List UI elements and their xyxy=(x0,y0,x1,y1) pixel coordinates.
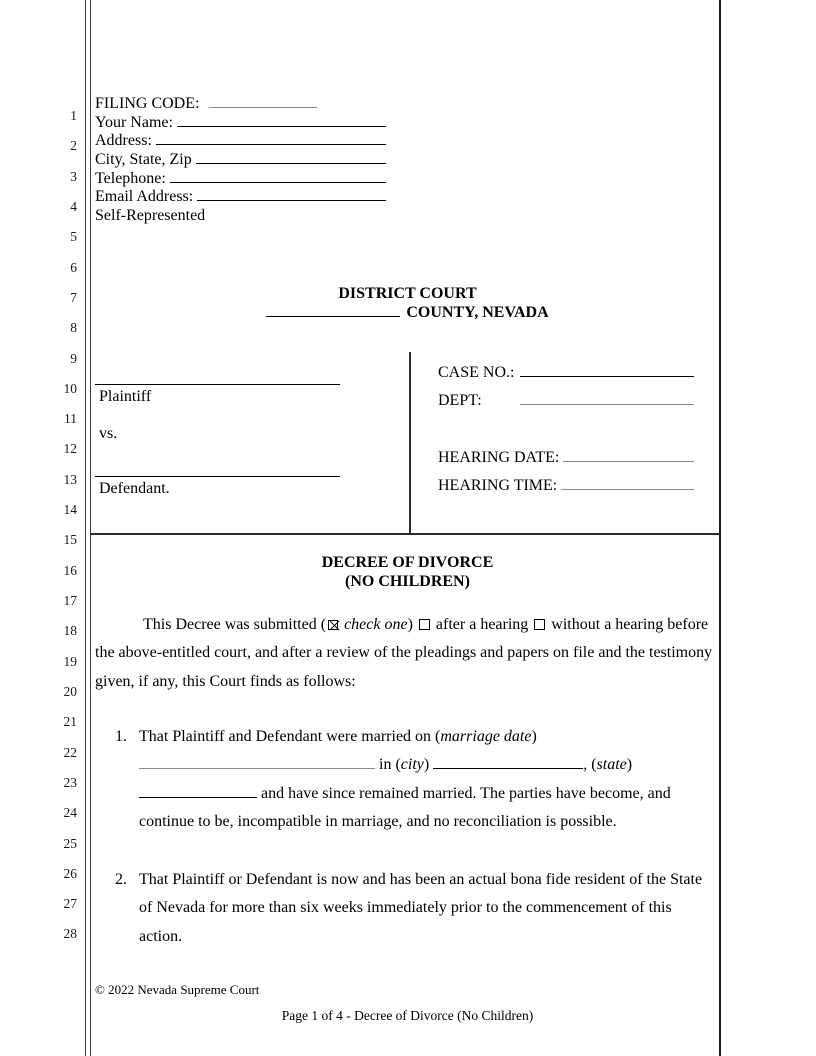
county-blank[interactable] xyxy=(266,304,400,317)
line-number: 10 xyxy=(63,380,77,396)
address-blank[interactable] xyxy=(156,132,386,145)
email-blank[interactable] xyxy=(197,188,386,201)
copyright-notice: © 2022 Nevada Supreme Court xyxy=(95,982,260,997)
city-state-zip-row xyxy=(95,151,386,170)
italic-hint-text: state xyxy=(596,756,627,774)
dept-blank[interactable] xyxy=(520,392,694,405)
hearing-date-row xyxy=(438,449,694,467)
dept-row xyxy=(438,392,694,410)
finding-2-number: 2. xyxy=(115,871,127,888)
finding-item-1 xyxy=(95,723,713,837)
italic-hint-text: marriage date xyxy=(440,728,532,745)
self-represented-row xyxy=(95,207,386,226)
line-number: 2 xyxy=(70,138,77,154)
telephone-label: Telephone: xyxy=(95,169,166,187)
city-state-zip-label: City, State, Zip xyxy=(95,150,192,168)
city-blank[interactable] xyxy=(433,756,583,769)
line-number: 23 xyxy=(63,774,77,790)
line-number: 6 xyxy=(70,259,77,275)
caption-divider xyxy=(409,352,411,534)
line-number: 12 xyxy=(63,441,77,457)
case-caption xyxy=(95,352,720,534)
line-number: 5 xyxy=(70,229,77,245)
document-title xyxy=(95,554,720,591)
hearing-date-label: HEARING DATE: xyxy=(438,449,560,466)
italic-hint-text: check one xyxy=(344,616,408,633)
defendant-name-blank[interactable] xyxy=(95,444,340,477)
line-number: 19 xyxy=(63,653,77,669)
filing-code-label: FILING CODE: xyxy=(95,95,200,112)
email-row xyxy=(95,188,386,207)
line-number: 16 xyxy=(63,562,77,578)
line-number: 8 xyxy=(70,320,77,336)
address-row xyxy=(95,132,386,151)
page-footer: Page 1 of 4 - Decree of Divorce (No Children) xyxy=(281,1008,534,1023)
telephone-blank[interactable] xyxy=(170,170,386,183)
email-label: Email Address: xyxy=(95,188,194,206)
italic-hint-text: city xyxy=(400,756,424,774)
self-represented-label: Self-Represented xyxy=(95,206,206,224)
vs-label: vs. xyxy=(99,425,118,442)
filer-info-block xyxy=(95,95,386,225)
filing-code-row xyxy=(95,95,386,114)
line-number: 1 xyxy=(70,108,77,123)
checkbox-empty-icon[interactable] xyxy=(534,619,545,630)
filing-code-blank[interactable] xyxy=(209,95,317,108)
line-number: 11 xyxy=(64,411,77,427)
hearing-time-row xyxy=(438,477,694,495)
line-number: 17 xyxy=(63,593,77,608)
address-label: Address: xyxy=(95,132,152,150)
line-number: 14 xyxy=(63,502,77,518)
title-line-1: DECREE OF DIVORCE xyxy=(321,554,494,571)
hearing-time-label: HEARING TIME: xyxy=(438,477,558,494)
finding-2-text: That Plaintiff or Defendant is now and has been an actual bona fide resident of the State of Nevada for more than six weeks immediately prior to the commencement of this action. xyxy=(139,871,703,945)
your-name-label: Your Name: xyxy=(95,113,173,131)
finding-1-number: 1. xyxy=(115,728,127,745)
line-number: 20 xyxy=(63,683,77,699)
plaintiff-label: Plaintiff xyxy=(99,388,152,405)
state-blank[interactable] xyxy=(139,785,257,798)
caption-bottom-rule xyxy=(91,533,720,535)
line-number: 18 xyxy=(63,623,77,639)
left-double-rule xyxy=(85,0,91,1056)
line-number: 21 xyxy=(63,714,77,730)
hearing-date-blank[interactable] xyxy=(563,449,694,462)
case-no-blank[interactable] xyxy=(520,364,694,377)
line-number-column xyxy=(0,101,77,950)
line-number: 28 xyxy=(63,926,77,942)
line-number: 3 xyxy=(70,168,77,184)
line-number: 13 xyxy=(63,471,77,487)
checkbox-empty-icon[interactable] xyxy=(419,619,430,630)
finding-item-2 xyxy=(95,866,713,951)
court-heading xyxy=(95,285,720,322)
county-suffix: COUNTY, NEVADA xyxy=(406,303,549,321)
title-line-2: (NO CHILDREN) xyxy=(345,572,470,590)
line-number: 24 xyxy=(63,805,77,821)
case-no-label: CASE NO.: xyxy=(438,364,515,381)
finding-1-text: That Plaintiff and Defendant were married on (marriage date) in (city) , (state) and have since remained married. The parties have become, and continue to be, incompatible in marriage, and no reconciliation is possible. xyxy=(139,728,671,831)
line-number: 4 xyxy=(70,198,77,214)
defendant-label: Defendant. xyxy=(99,480,170,497)
your-name-blank[interactable] xyxy=(177,114,386,127)
line-number: 9 xyxy=(70,350,77,366)
telephone-row xyxy=(95,170,386,189)
line-number: 27 xyxy=(63,896,77,912)
line-number: 25 xyxy=(63,835,77,851)
plaintiff-name-blank[interactable] xyxy=(95,352,340,385)
case-no-row xyxy=(438,364,694,382)
line-number: 26 xyxy=(63,865,77,881)
your-name-row xyxy=(95,114,386,133)
dept-label: DEPT: xyxy=(438,392,482,409)
county-line xyxy=(95,304,720,323)
line-number: 7 xyxy=(70,289,77,305)
city-state-zip-blank[interactable] xyxy=(196,151,386,164)
checkbox-checked-icon[interactable] xyxy=(328,620,338,630)
intro-paragraph: This Decree was submitted ( check one) after a hearing without a hearing before the above-entitled court, and after a review of the pleadings and papers on file and the testimony given, if any, this Court finds as follows: xyxy=(95,616,713,690)
hearing-time-blank[interactable] xyxy=(561,477,694,490)
court-name: DISTRICT COURT xyxy=(338,285,477,302)
line-number: 15 xyxy=(63,532,77,548)
line-number: 22 xyxy=(63,744,77,760)
marriage-date-blank[interactable] xyxy=(139,756,375,769)
